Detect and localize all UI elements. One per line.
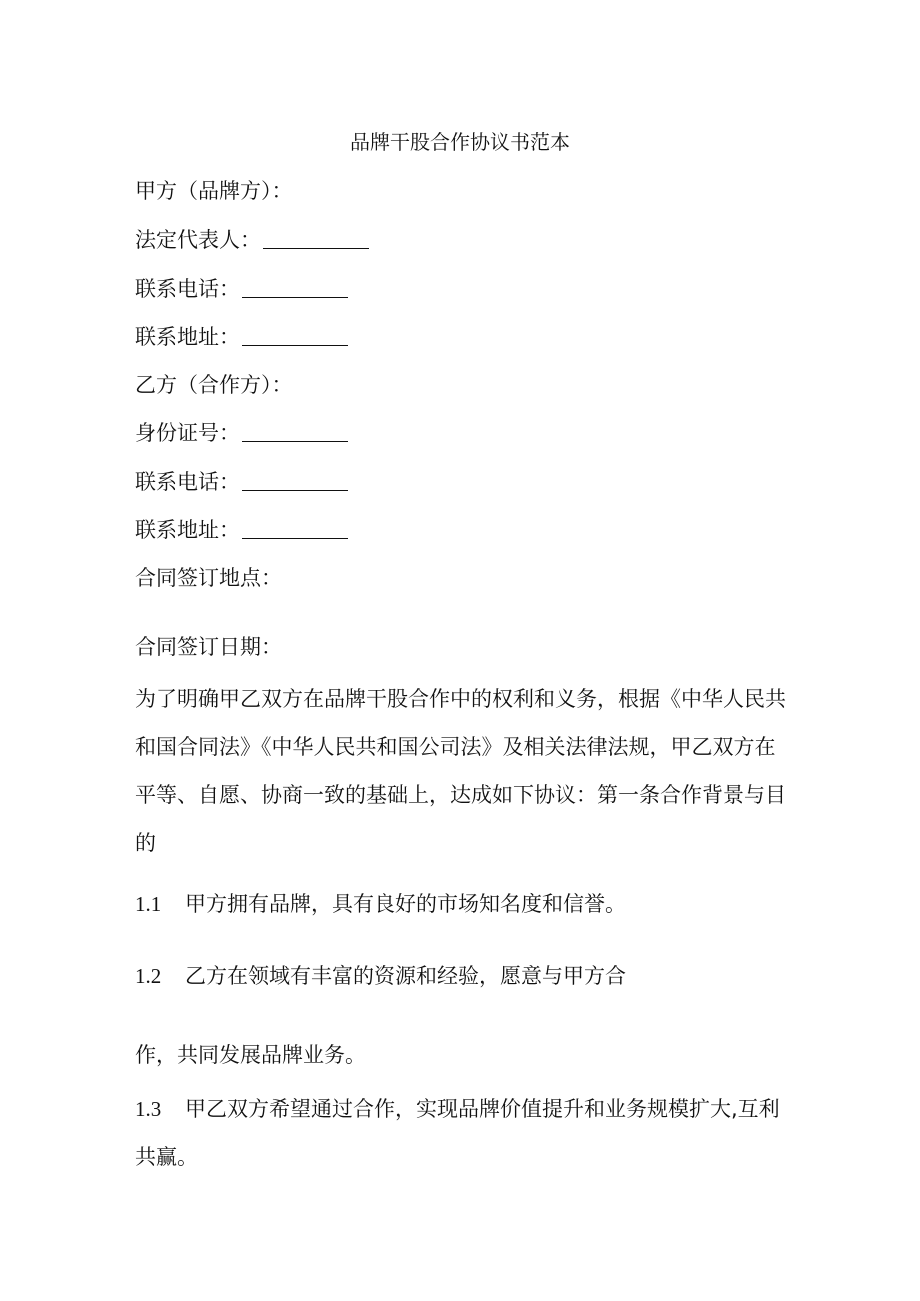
clause-1-2-continued: 作，共同发展品牌业务。 — [135, 1043, 366, 1067]
party-b-phone-blank — [242, 468, 348, 491]
clause-1-3 — [135, 1085, 795, 1181]
clause-text: 甲方拥有品牌，具有良好的市场知名度和信誉。 — [185, 892, 626, 916]
party-a-heading: 甲方（品牌方）： — [135, 179, 293, 203]
party-b-address-label: 联系地址： — [135, 518, 240, 542]
sign-date-label: 合同签订日期： — [135, 635, 282, 659]
party-b-phone-row — [135, 467, 348, 497]
clause-text: 甲乙双方希望通过合作，实现品牌价值提升和业务规模扩大,互利共赢。 — [135, 1097, 780, 1169]
party-b-id-blank — [242, 419, 348, 442]
party-b-heading: 乙方（合作方）： — [135, 373, 293, 397]
clause-number: 1.3 — [135, 1097, 162, 1121]
clause-1-1 — [135, 889, 626, 919]
sign-place-label: 合同签订地点： — [135, 566, 282, 590]
intro-paragraph: 为了明确甲乙双方在品牌干股合作中的权利和义务，根据《中华人民共和国合同法》《中华人民共和国公司法》及相关法律法规，甲乙双方在平等、自愿、协商一致的基础上，达成如下协议：第一条合作背景与目的 — [135, 687, 786, 855]
party-a-rep-label: 法定代表人： — [135, 228, 261, 252]
party-a-address-blank — [242, 323, 348, 346]
party-a-phone-row — [135, 274, 348, 304]
party-a-address-label: 联系地址： — [135, 325, 240, 349]
clause-1-2 — [135, 961, 626, 991]
clause-text: 乙方在领域有丰富的资源和经验，愿意与甲方合 — [185, 964, 626, 988]
party-a-rep-blank — [263, 226, 369, 249]
party-b-address-row — [135, 515, 348, 545]
clause-number: 1.2 — [135, 964, 162, 988]
party-b-address-blank — [242, 516, 348, 539]
party-b-id-label: 身份证号： — [135, 421, 240, 445]
clause-number: 1.1 — [135, 892, 162, 916]
document-title: 品牌干股合作协议书范本 — [350, 130, 570, 154]
party-a-address-row — [135, 322, 348, 352]
party-b-id-row — [135, 418, 348, 448]
party-a-phone-blank — [242, 275, 348, 298]
party-b-phone-label: 联系电话： — [135, 470, 240, 494]
party-a-rep-row — [135, 225, 369, 255]
party-a-phone-label: 联系电话： — [135, 277, 240, 301]
